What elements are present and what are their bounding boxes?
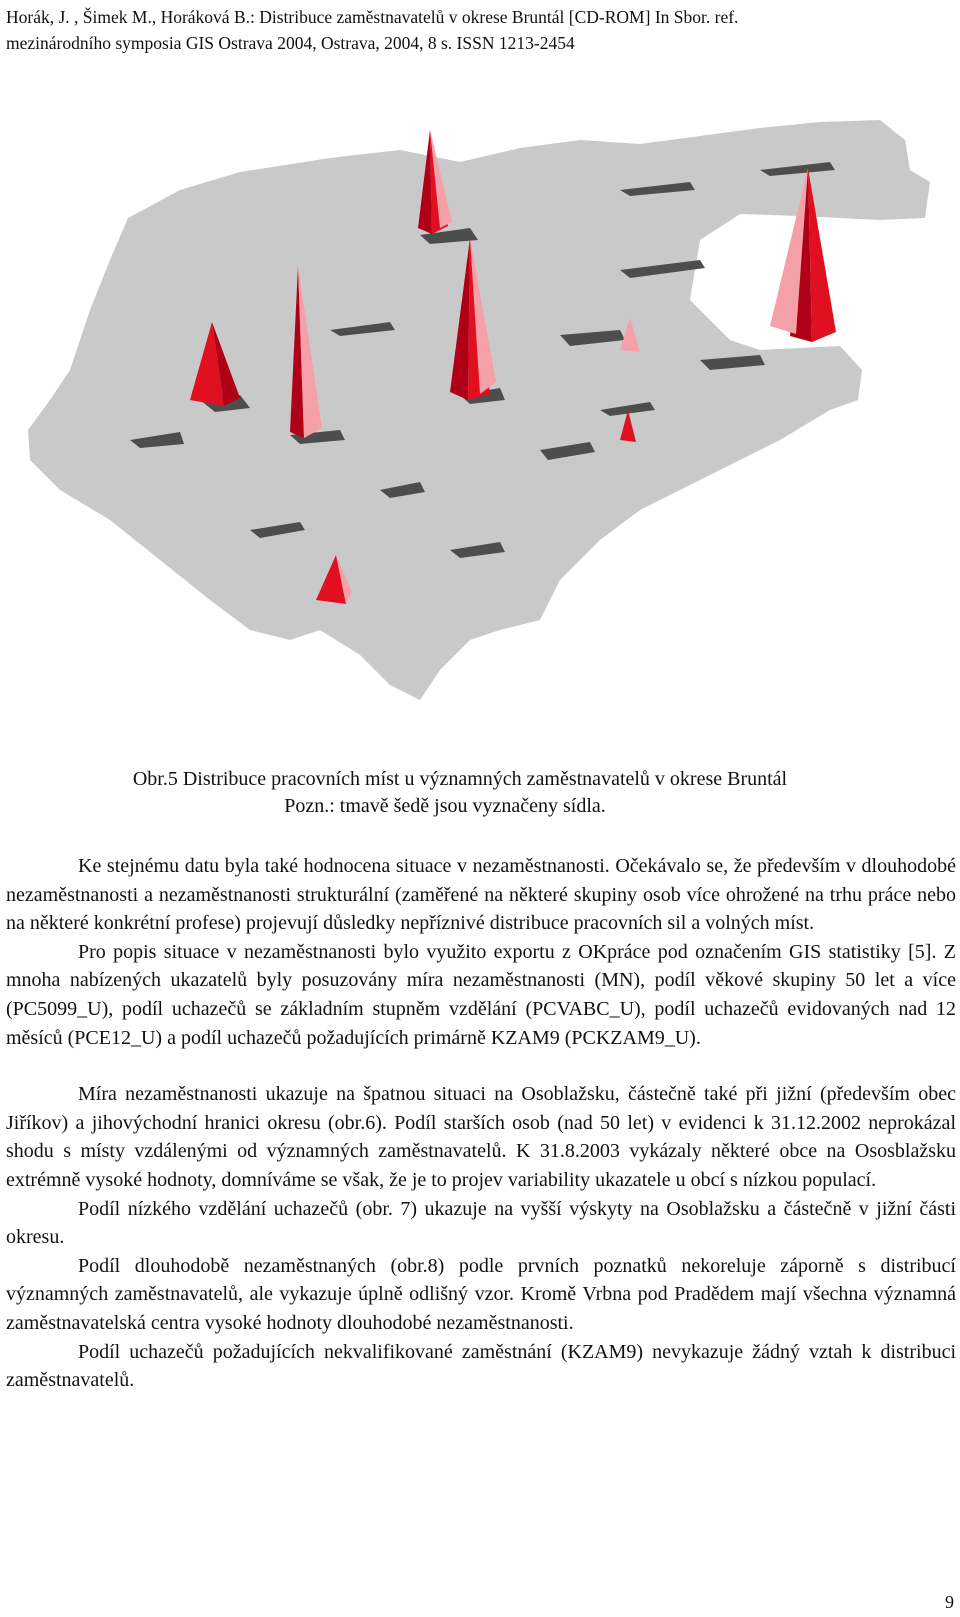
body-text [6, 852, 956, 1395]
figure-title: Obr.5 Distribuce pracovních míst u významných zaměstnavatelů v okrese Bruntál [132, 768, 788, 790]
paragraph-1: Ke stejnému datu byla také hodnocena situace v nezaměstnanosti. Očekávalo se, že především v dlouhodobé nezaměstnanosti a nezaměstnanosti strukturální (zaměřené na některé skupiny osob více ohrožené na trhu práce nebo na některé konkrétní profese) projevují důsledky nepříznivé distribuce pracovních sil a volných míst. [6, 855, 956, 935]
citation-header [6, 4, 946, 56]
bruntal-district-3d-map [0, 110, 960, 730]
paragraph-6: Podíl uchazečů požadujících nekvalifikované zaměstnání (KZAM9) nevykazuje žádný vztah k distribuci zaměstnavatelů. [6, 1340, 956, 1392]
paragraph-2: Pro popis situace v nezaměstnanosti bylo využito exportu z OKpráce pod označením GIS statistiky [5]. Z mnoha nabízených ukazatelů byly posuzovány míra nezaměstnanosti (MN), podíl věkové skupiny 50 let a více (PC5099_U), podíl uchazečů se základním stupněm vzdělání (PCVABC_U), podíl uchazečů evidovaných nad 12 měsíců (PCE12_U) a podíl uchazečů požadujících primárně KZAM9 (PCKZAM9_U). [6, 940, 956, 1049]
paragraph-4: Podíl nízkého vzdělání uchazečů (obr. 7) ukazuje na vyšší výskyty na Osoblažsku a částečně v jižní části okresu. [6, 1197, 956, 1249]
paragraph-3: Míra nezaměstnanosti ukazuje na špatnou situaci na Osoblažsku, částečně také při jižní (především obec Jiříkov) a jihovýchodní hranici okresu (obr.6). Podíl starších osob (nad 50 let) v evidenci k 31.12.2002 neprokázal shodu s místy vzdálenými od významných zaměstnavatelů. K 31.8.2003 vykázaly některé obce na Ososblažsku extrémně vysoké hodnoty, domníváme se však, že je to projev variability ukazatele u obcí s nízkou populací. [6, 1083, 956, 1191]
page-number: 9 [945, 1592, 954, 1612]
citation-line-1: Horák, J. , Šimek M., Horáková B.: Distribuce zaměstnavatelů v okrese Bruntál [CD-ROM] In Sbor. ref. [6, 7, 739, 27]
district-surface [28, 120, 930, 700]
paragraph-5: Podíl dlouhodobě nezaměstnaných (obr.8) podle prvních poznatků nekoreluje záporně s distribucí významných zaměstnavatelů, ale vykazuje úplně odlišný vzor. Kromě Vrbna pod Pradědem mají všechna významná zaměstnavatelská centra vysoké hodnoty dlouhodobé nezaměstnanosti. [6, 1254, 956, 1334]
figure-3d-map [0, 110, 960, 730]
citation-line-2: mezinárodního symposia GIS Ostrava 2004, Ostrava, 2004, 8 s. ISSN 1213-2454 [6, 33, 575, 53]
figure-caption [0, 766, 960, 820]
figure-note: Pozn.: tmavě šedě jsou vyznačeny sídla. [284, 795, 606, 817]
